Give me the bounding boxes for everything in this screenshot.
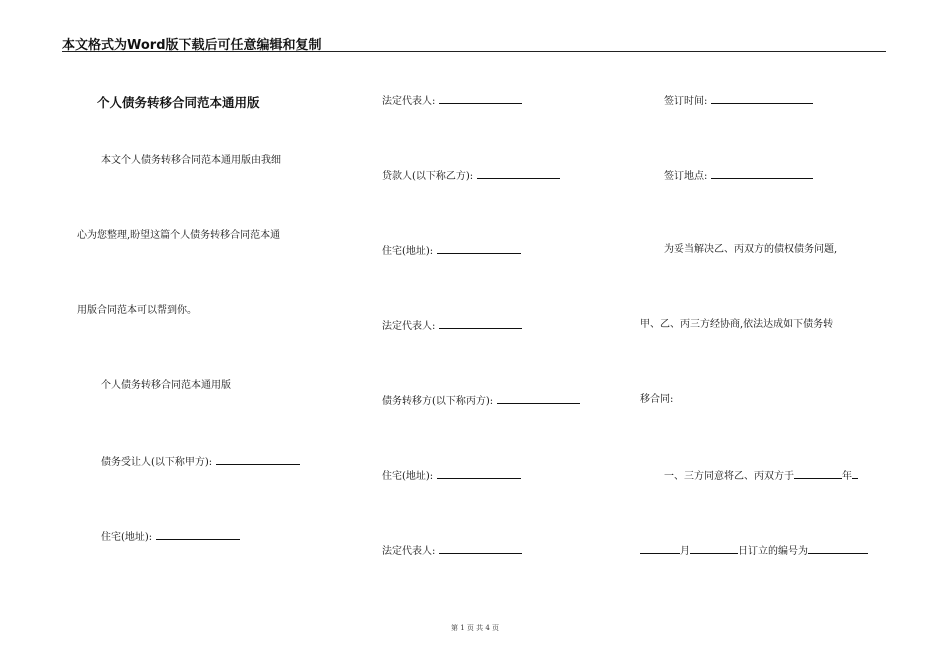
sign-place-blank xyxy=(711,169,813,179)
party-b-blank xyxy=(477,169,560,179)
clause-1-line-a xyxy=(664,469,858,483)
address-a-blank xyxy=(156,530,240,540)
party-a-label: 债务受让人(以下称甲方): xyxy=(101,457,213,468)
day-label: 日订立的编号为 xyxy=(738,546,808,557)
day-number-blank xyxy=(690,544,738,554)
intro-line-3: 用版合同范本可以帮到你。 xyxy=(77,305,197,316)
address-b-label: 住宅(地址): xyxy=(382,246,434,257)
legal-rep-1-label: 法定代表人: xyxy=(382,96,436,107)
para-line-2: 甲、乙、丙三方经协商,依法达成如下债务转 xyxy=(640,319,834,330)
sign-place-label: 签订地点: xyxy=(664,171,708,182)
legal-rep-2-label: 法定代表人: xyxy=(382,321,436,332)
trailing-blank xyxy=(852,469,858,479)
legal-rep-1-blank xyxy=(439,94,522,104)
party-a-line xyxy=(101,455,300,469)
year-label: 年 xyxy=(842,471,852,482)
address-b-blank xyxy=(437,244,521,254)
address-c-blank xyxy=(437,469,521,479)
month-number-blank xyxy=(640,544,680,554)
party-b-line xyxy=(382,169,560,183)
address-c-line xyxy=(382,469,521,483)
subtitle: 个人债务转移合同范本通用版 xyxy=(101,380,231,391)
legal-rep-2-blank xyxy=(439,319,522,329)
address-a-label: 住宅(地址): xyxy=(101,532,153,543)
party-a-blank xyxy=(216,455,300,465)
party-c-blank xyxy=(497,394,580,404)
legal-rep-3-line xyxy=(382,544,522,558)
para-line-1: 为妥当解决乙、丙双方的债权债务问题, xyxy=(664,244,838,255)
year-blank xyxy=(794,469,842,479)
header-divider xyxy=(62,51,886,52)
address-b-line xyxy=(382,244,521,258)
contract-number-blank xyxy=(808,544,868,554)
party-c-label: 债务转移方(以下称丙方): xyxy=(382,396,494,407)
sign-place-line xyxy=(664,169,813,183)
legal-rep-2-line xyxy=(382,319,522,333)
para-line-3: 移合同: xyxy=(640,394,674,405)
sign-time-label: 签订时间: xyxy=(664,96,708,107)
legal-rep-1-line xyxy=(382,94,522,108)
clause-1-line-b xyxy=(640,544,868,558)
address-c-label: 住宅(地址): xyxy=(382,471,434,482)
party-b-label: 贷款人(以下称乙方): xyxy=(382,171,474,182)
month-label: 月 xyxy=(680,546,690,557)
document-header: 本文格式为Word版下载后可任意编辑和复制 xyxy=(62,38,322,53)
legal-rep-3-label: 法定代表人: xyxy=(382,546,436,557)
party-c-line xyxy=(382,394,580,408)
intro-line-2: 心为您整理,盼望这篇个人债务转移合同范本通 xyxy=(77,230,281,241)
address-a-line xyxy=(101,530,240,544)
document-title: 个人债务转移合同范本通用版 xyxy=(97,95,260,110)
clause-1-text: 一、三方同意将乙、丙双方于 xyxy=(664,471,794,482)
legal-rep-3-blank xyxy=(439,544,522,554)
intro-line-1: 本文个人债务转移合同范本通用版由我细 xyxy=(101,155,281,166)
page-footer: 第 1 页 共 4 页 xyxy=(450,624,500,632)
sign-time-blank xyxy=(711,94,813,104)
sign-time-line xyxy=(664,94,813,108)
